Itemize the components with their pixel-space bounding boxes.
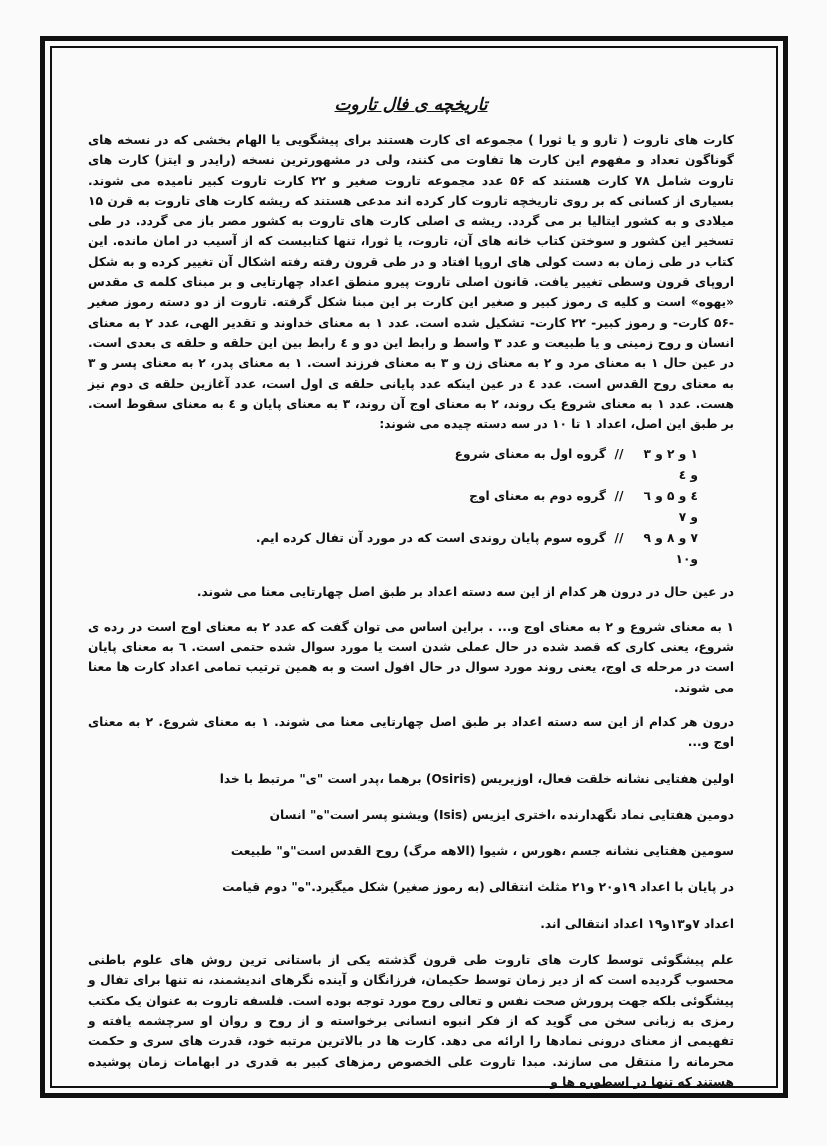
meaning-paragraph: ۱ به معنای شروع و ۲ به معنای اوج و... . براین اساس می توان گفت که عدد ۲ به معنای اوج است در رده ی شروع، یعنی کاری که قصد شده در حال عملی شدن است یا مورد سوال شده حتمی است. ٦ به معنای پایان است در مرحله ی اوج، یعنی روند مورد سوال در حال افول است و به همین ترتیب تمامی اعداد کارت ها معنا می شوند. xyxy=(88,619,734,695)
group-row-3 xyxy=(88,528,698,570)
first-week-line: اولین هفتایی نشانه خلقت فعال، اوزیریس (Osiris) برهما ،پدر است "ی" مرتبط با خدا xyxy=(219,771,734,786)
group-description: گروه دوم به معنای اوج xyxy=(469,489,606,504)
second-week-line: دومین هفتایی نماد نگهدارنده ،اختری ایزیس (Isis) ویشنو پسر است"ه" انسان xyxy=(269,807,734,822)
group-separator: // xyxy=(614,447,624,462)
groups-note-paragraph: در عین حال در درون هر کدام از این سه دسته اعداد بر طبق اصل چهارتایی معنا می شوند. xyxy=(196,585,734,600)
group-row-2 xyxy=(88,486,698,528)
group-numbers: ۱ و ۲ و ۳ و ٤ xyxy=(643,447,698,483)
third-week-line: سومین هفتایی نشانه جسم ،هورس ، شیوا (الاهه مرگ) روح القدس است"و" طبیعت xyxy=(230,844,734,859)
intro-paragraph: کارت های تاروت ( تارو و یا ثورا ) مجموعه ای کارت هستند برای پیشگویی یا الهام بخشی که در نسخه های گوناگون تعداد و مفهوم این کارت ها تفاوت می کنند، ولی در مشهورترین نسخه (رایدر و ایتز) کارت های تاروت شامل ۷۸ کارت هستند که ۵۶ عدد مجموعه تاروت صغیر و ۲۲ کارت تاروت کبیر نامیده می شوند. بسیاری از کسانی که بر روی تاریخچه تاروت کار کرده اند مدعی هستند که ریشه کارت های تاروت به قرن ۱۵ میلادی و به کشور ایتالیا بر می گردد. ریشه ی اصلی کارت های تاروت به کشور مصر باز می گردد. در طی تسخیر این کشور و سوختن کتاب خانه های آن، تاروت، یا ثورا، تنها کتابیست که از آسیب در امان مانده. این کتاب در طی زمان به دست کولی های اروپا افتاد و در طی قرون رفته رفته اشکال آن تغییر کرده و به شکل اروپای قرون وسطی تغییر یافت. قانون اصلی تاروت پیرو منطق اعداد چهارتایی و بر مبنای کلمه ی مقدس «یهوه» است و کلیه ی رموز کبیر و صغیر این کارت بر این مبنا شکل گرفته. تاروت از دو دسته رموز صغیر -۵۶ کارت- و رموز کبیر- ۲۲ کارت- تشکیل شده است. عدد ۱ به معنای خداوند و تقدیر الهی، عدد ۲ به معنای انسان و روح زمینی و یا طبیعت و عدد ۳ واسط و رابط این دو و ٤ رابط بین این حلقه و حلقه ی بعدی است. در عین حال ۱ به معنای مرد و ۲ به معنای زن و ۳ به معنای فرزند است. ۱ به معنای پدر، ۲ به معنای پسر و ۳ به معنای روح القدس است. عدد ٤ در عین اینکه عدد پایانی حلقه ی اول است، عدد آغازین حلقه ی دوم نیز هست. عدد ۱ به معنای شروع یک روند، ۲ به معنای اوج آن روند، ۳ به معنای پایان و ٤ به معنای سقوط است. بر طبق این اصل، اعداد ۱ تا ۱۰ در سه دسته چیده می شوند: xyxy=(88,133,735,432)
triangle-line: در پایان با اعداد ۱۹و۲۰ و۲۱ مثلث انتقالی (به رموز صغیر) شکل میگیرد."ه" دوم قیامت xyxy=(222,880,734,895)
document-body xyxy=(88,92,734,1092)
final-paragraph: علم پیشگوئی توسط کارت های تاروت طی قرون گذشته یکی از باستانی ترین روش های علوم باطنی محسوب گردیده است که از دیر زمان توسط حکیمان، فرزانگان و آینده نگرهای اندیشمند، نه تنها برای تفال و پیشگوئی بلکه جهت پرورش صحت نفس و تعالی روح مورد توجه بوده است. فلسفه تاروت به عنوان یک مکتب رمزی به زبانی سخن می گوید که از فکر انبوه انسانی برخواسته و از روح و روان او سرچشمه یافته و تفهیمی از معنای درونی نمادها را ارائه می دهد. کارت ها در بالاترین مرتبه خود، قدرت های سری و حکمت محرمانه را منتقل می سازند. مبدا تاروت علی الخصوص رمزهای کبیر به قدری در ابهامات زمان پوشیده هستند که تنها در اسطوره ها و xyxy=(88,953,734,1089)
group-row-1 xyxy=(88,444,698,486)
group-description: گروه سوم پایان روندی است که در مورد آن تفال کرده ایم. xyxy=(255,531,606,546)
group-numbers: ۷ و ۸ و ۹ و۱۰ xyxy=(643,531,698,567)
transitional-numbers-line: اعداد ۷و۱۳و۱۹ اعداد انتقالی اند. xyxy=(540,916,734,931)
group-description: گروه اول به معنای شروع xyxy=(454,447,606,462)
group-separator: // xyxy=(614,489,624,504)
document-title: تاریخچه ی فال تاروت xyxy=(334,95,488,115)
group-numbers: ٤ و ۵ و ٦ و ۷ xyxy=(643,489,698,525)
inside-groups-paragraph: درون هر کدام از این سه دسته اعداد بر طبق اصل چهارتایی معنا می شوند. ۱ به معنای شروع. ۲ به معنای اوج و... xyxy=(88,714,735,750)
group-separator: // xyxy=(614,531,624,546)
number-groups xyxy=(88,444,734,570)
